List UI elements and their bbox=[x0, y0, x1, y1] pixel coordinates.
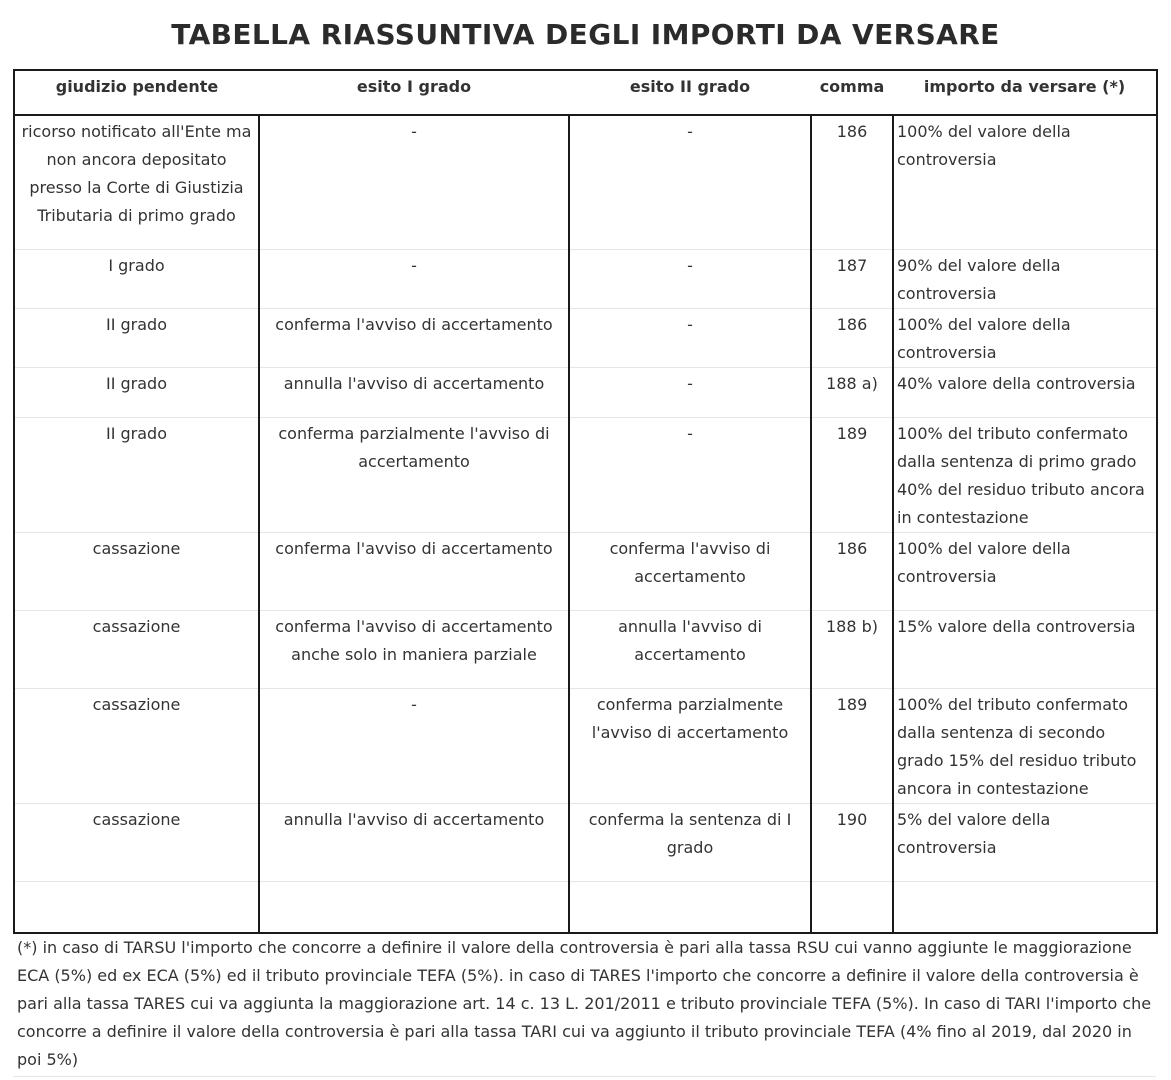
cell-esito-ii-grado: conferma la sentenza di I grado bbox=[569, 804, 811, 882]
cell-esito-ii-grado: - bbox=[569, 115, 811, 249]
cell-importo-da-versare: 100% del valore della controversia bbox=[893, 532, 1157, 610]
cell-giudizio-pendente: cassazione bbox=[14, 689, 259, 804]
cell-importo-da-versare: 100% del valore della controversia bbox=[893, 308, 1157, 367]
table-row bbox=[14, 532, 1157, 610]
cell-giudizio-pendente: II grado bbox=[14, 367, 259, 417]
cell-esito-ii-grado: conferma l'avviso di accertamento bbox=[569, 532, 811, 610]
cell-comma: 186 bbox=[811, 308, 893, 367]
cell-comma: 186 bbox=[811, 115, 893, 249]
cell-giudizio-pendente: I grado bbox=[14, 249, 259, 308]
cell-importo-da-versare: 90% del valore della controversia bbox=[893, 249, 1157, 308]
cell-giudizio-pendente bbox=[14, 882, 259, 933]
cell-esito-i-grado: - bbox=[259, 115, 569, 249]
cell-esito-i-grado bbox=[259, 882, 569, 933]
cell-esito-ii-grado: - bbox=[569, 308, 811, 367]
cell-importo-da-versare: 100% del valore della controversia bbox=[893, 115, 1157, 249]
cell-esito-i-grado: conferma l'avviso di accertamento bbox=[259, 532, 569, 610]
cell-importo-da-versare bbox=[893, 882, 1157, 933]
cell-importo-da-versare: 5% del valore della controversia bbox=[893, 804, 1157, 882]
cell-esito-i-grado: conferma parzialmente l'avviso di accertamento bbox=[259, 417, 569, 532]
cell-esito-ii-grado: - bbox=[569, 367, 811, 417]
cell-esito-ii-grado: conferma parzialmente l'avviso di accertamento bbox=[569, 689, 811, 804]
cell-giudizio-pendente: cassazione bbox=[14, 532, 259, 610]
table-row bbox=[14, 367, 1157, 417]
cell-comma: 188 b) bbox=[811, 611, 893, 689]
cell-comma: 189 bbox=[811, 689, 893, 804]
cell-importo-da-versare: 100% del tributo confermato dalla sentenza di primo grado 40% del residuo tributo ancora in contestazione bbox=[893, 417, 1157, 532]
header-row bbox=[14, 70, 1157, 115]
cell-esito-i-grado: annulla l'avviso di accertamento bbox=[259, 804, 569, 882]
cell-giudizio-pendente: cassazione bbox=[14, 611, 259, 689]
cell-giudizio-pendente: ricorso notificato all'Ente ma non ancora depositato presso la Corte di Giustizia Tributaria di primo grado bbox=[14, 115, 259, 249]
table-row bbox=[14, 689, 1157, 804]
header-comma: comma bbox=[811, 70, 893, 115]
table-row-empty bbox=[14, 882, 1157, 933]
cell-comma: 187 bbox=[811, 249, 893, 308]
header-importo-da-versare: importo da versare (*) bbox=[893, 70, 1157, 115]
cell-esito-ii-grado: - bbox=[569, 249, 811, 308]
cell-giudizio-pendente: II grado bbox=[14, 308, 259, 367]
cell-comma: 188 a) bbox=[811, 367, 893, 417]
summary-table bbox=[13, 69, 1158, 934]
table-row bbox=[14, 611, 1157, 689]
table-row bbox=[14, 115, 1157, 249]
cell-comma: 186 bbox=[811, 532, 893, 610]
table-row bbox=[14, 417, 1157, 532]
header-esito-ii-grado: esito II grado bbox=[569, 70, 811, 115]
cell-esito-i-grado: - bbox=[259, 689, 569, 804]
cell-importo-da-versare: 15% valore della controversia bbox=[893, 611, 1157, 689]
cell-comma bbox=[811, 882, 893, 933]
cell-esito-i-grado: conferma l'avviso di accertamento anche solo in maniera parziale bbox=[259, 611, 569, 689]
footnote: (*) in caso di TARSU l'importo che concorre a definire il valore della controversia è pari alla tassa RSU cui vanno aggiunte le maggiorazione ECA (5%) ed ex ECA (5%) ed il tributo provinciale TEFA (5%). in caso di TARES l'importo che concorre a definire il valore della controversia è pari alla tassa TARES cui va aggiunta la maggiorazione art. 14 c. 13 L. 201/2011 e tributo provinciale TEFA (5%). In caso di TARI l'importo che concorre a definire il valore della controversia è pari alla tassa TARI cui va aggiunto il tributo provinciale TEFA (4% fino al 2019, dal 2020 in poi 5%) bbox=[17, 938, 1152, 1069]
cell-giudizio-pendente: cassazione bbox=[14, 804, 259, 882]
cell-importo-da-versare: 100% del tributo confermato dalla sentenza di secondo grado 15% del residuo tributo ancora in contestazione bbox=[893, 689, 1157, 804]
table-row bbox=[14, 804, 1157, 882]
page-title: TABELLA RIASSUNTIVA DEGLI IMPORTI DA VERSARE bbox=[171, 18, 1000, 51]
cell-giudizio-pendente: II grado bbox=[14, 417, 259, 532]
cell-esito-i-grado: conferma l'avviso di accertamento bbox=[259, 308, 569, 367]
cell-importo-da-versare: 40% valore della controversia bbox=[893, 367, 1157, 417]
cell-comma: 190 bbox=[811, 804, 893, 882]
cell-esito-ii-grado: annulla l'avviso di accertamento bbox=[569, 611, 811, 689]
header-esito-i-grado: esito I grado bbox=[259, 70, 569, 115]
header-giudizio-pendente: giudizio pendente bbox=[14, 70, 259, 115]
cell-comma: 189 bbox=[811, 417, 893, 532]
cell-esito-i-grado: - bbox=[259, 249, 569, 308]
divider bbox=[13, 1076, 1156, 1077]
table-row bbox=[14, 249, 1157, 308]
table-row bbox=[14, 308, 1157, 367]
cell-esito-ii-grado bbox=[569, 882, 811, 933]
cell-esito-i-grado: annulla l'avviso di accertamento bbox=[259, 367, 569, 417]
cell-esito-ii-grado: - bbox=[569, 417, 811, 532]
